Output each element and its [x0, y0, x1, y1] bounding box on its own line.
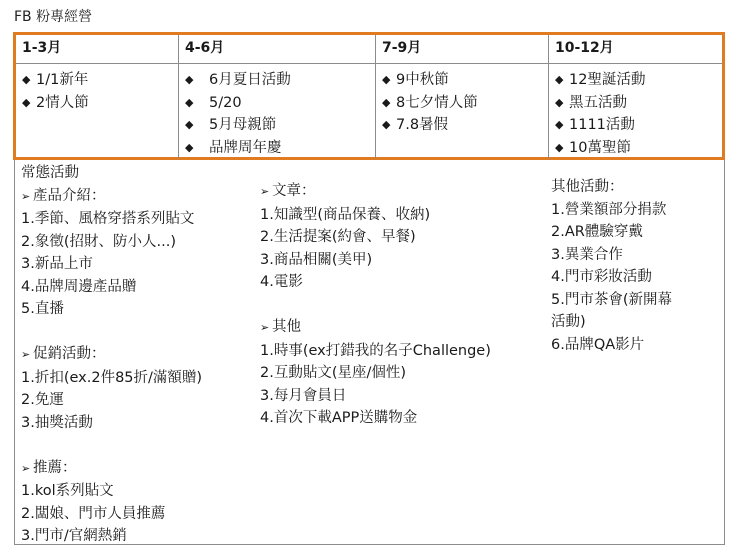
page-title: FB 粉專經營: [14, 9, 93, 25]
list-item: 4.電影: [260, 274, 303, 290]
list-item: ◆ 2情人節: [22, 92, 178, 115]
list-item: ◆ 7.8暑假: [382, 114, 548, 137]
list-item: 1.營業額部分捐款: [551, 201, 667, 218]
header-q1: 1-3月: [16, 35, 179, 64]
list-item: 3.每月會員日: [260, 387, 347, 404]
list-item: 1.kol系列貼文: [21, 483, 114, 499]
list-item: 活動): [551, 314, 586, 330]
list-item: 1.折扣(ex.2件85折/滿額贈): [21, 369, 203, 386]
group-heading: ➢ 產品介紹：: [21, 185, 202, 209]
arrow-bullet-icon: ➢: [260, 185, 270, 198]
list-item: ◆ 1/1新年: [22, 69, 178, 92]
list-item: 6.品牌QA影片: [551, 336, 645, 353]
arrow-bullet-icon: ➢: [21, 461, 31, 475]
list-item: 3.新品上市: [21, 256, 93, 272]
diamond-bullet-icon: ◆: [555, 73, 564, 86]
header-q2: 4-6月: [179, 35, 376, 64]
list-item: 2.象徵(招財、防小人...): [21, 233, 176, 250]
arrow-bullet-icon: ➢: [21, 348, 31, 361]
diamond-bullet-icon: ◆: [382, 118, 391, 131]
cell-q2: [179, 64, 376, 159]
group-heading: ➢ 文章：: [260, 180, 491, 204]
list-item: 2.互動貼文(星座/個性): [260, 365, 407, 381]
group-heading: ➢ 促銷活動：: [21, 343, 202, 367]
diamond-bullet-icon: ◆: [555, 118, 564, 131]
list-item: 2.AR體驗穿戴: [551, 224, 643, 240]
list-item: ◆ 5/20: [185, 92, 375, 115]
content-column: [260, 180, 491, 430]
list-item: ◆ 1111活動: [555, 114, 722, 137]
section-title: 常態活動: [21, 165, 79, 181]
list-item: 1.時事(ex打錯我的名子Challenge): [260, 342, 491, 359]
list-item: ◆ 6月夏日活動: [185, 69, 375, 92]
list-item: ◆ 10萬聖節: [555, 137, 722, 160]
schedule-table: [13, 32, 725, 160]
list-item: 4.首次下載APP送購物金: [260, 410, 418, 426]
list-item: 3.抽獎活動: [21, 414, 93, 431]
diamond-bullet-icon: ◆: [382, 95, 391, 109]
cell-q4: [549, 64, 722, 159]
routine-column: [21, 162, 202, 548]
diamond-bullet-icon: ◆: [555, 95, 564, 109]
diamond-bullet-icon: ◆: [185, 95, 194, 109]
diamond-bullet-icon: ◆: [185, 118, 194, 131]
activities-panel: [14, 160, 725, 545]
diamond-bullet-icon: ◆: [382, 73, 391, 86]
list-item: 3.門市/官網熱銷: [21, 528, 127, 544]
group-heading: ➢ 推薦：: [21, 457, 202, 481]
arrow-bullet-icon: ➢: [260, 321, 270, 334]
group-heading: ➢ 其他: [260, 316, 491, 340]
diamond-bullet-icon: ◆: [22, 73, 31, 86]
list-item: 4.品牌周邊產品贈: [21, 278, 137, 295]
other-column: [551, 176, 672, 356]
diamond-bullet-icon: ◆: [185, 140, 194, 154]
diamond-bullet-icon: ◆: [555, 140, 564, 154]
list-item: 5.門市茶會(新開幕: [551, 291, 672, 308]
list-item: ◆ 9中秋節: [382, 69, 548, 92]
section-title: 其他活動：: [551, 179, 624, 195]
list-item: ◆ 8七夕情人節: [382, 92, 548, 115]
list-item: ◆ 5月母親節: [185, 114, 375, 137]
list-item: 1.季節、風格穿搭系列貼文: [21, 211, 195, 227]
diamond-bullet-icon: ◆: [22, 95, 31, 109]
list-item: 1.知識型(商品保養、收納): [260, 206, 431, 223]
list-item: 2.闆娘、門市人員推薦: [21, 505, 166, 522]
list-item: 3.商品相關(美甲): [260, 251, 373, 268]
arrow-bullet-icon: ➢: [21, 189, 31, 203]
list-item: 4.門市彩妝活動: [551, 269, 652, 285]
list-item: 2.免運: [21, 392, 64, 408]
list-item: 2.生活提案(約會、早餐): [260, 229, 416, 245]
cell-q3: [376, 64, 549, 159]
cell-q1: [16, 64, 179, 159]
list-item: ◆ 12聖誕活動: [555, 69, 722, 92]
list-item: ◆ 品牌周年慶: [185, 137, 375, 160]
list-item: ◆ 黑五活動: [555, 92, 722, 115]
diamond-bullet-icon: ◆: [185, 73, 194, 86]
header-q4: 10-12月: [549, 35, 722, 64]
header-q3: 7-9月: [376, 35, 549, 64]
list-item: 3.異業合作: [551, 246, 623, 263]
list-item: 5.直播: [21, 301, 64, 317]
